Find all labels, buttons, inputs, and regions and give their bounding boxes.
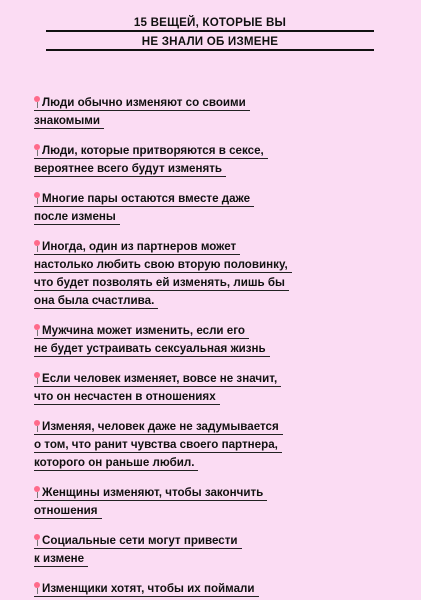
list-item xyxy=(34,419,364,471)
list-item xyxy=(34,371,364,405)
list-item-text: вероятнее всего будут изменять xyxy=(34,162,223,175)
list-item-line xyxy=(34,113,104,129)
list-item-line xyxy=(34,551,88,567)
list-item xyxy=(34,533,364,567)
list-item-line xyxy=(34,143,268,159)
list-item-line xyxy=(34,437,282,453)
list-item-line xyxy=(34,293,158,309)
list-item-text: Люди, которые притворяются в сексе, xyxy=(42,144,264,157)
list-item-text: она была счастлива. xyxy=(34,294,155,307)
list-item-line xyxy=(34,503,102,519)
list-item-text: не будет устраивать сексуальная жизнь xyxy=(34,342,266,355)
pushpin-icon xyxy=(34,192,40,204)
list-item-line xyxy=(34,323,249,339)
list-item-text: настолько любить свою вторую половинку, xyxy=(34,258,288,271)
list-item-line xyxy=(34,257,292,273)
pushpin-icon xyxy=(34,420,40,432)
list-item-text: Иногда, один из партнеров может xyxy=(42,240,237,253)
list-item-line xyxy=(34,191,254,207)
list-item-line xyxy=(34,275,289,291)
list-item xyxy=(34,95,364,129)
list-item xyxy=(34,143,364,177)
list-item-text: к измене xyxy=(34,552,85,565)
list-item-text: после измены xyxy=(34,210,116,223)
list-item-line xyxy=(34,95,250,111)
list-item-line xyxy=(34,419,283,435)
list-item-text: Изменщики хотят, чтобы их поймали xyxy=(42,582,255,595)
list-item-text: отношения xyxy=(34,504,98,517)
list-item xyxy=(34,323,364,357)
list-item-line xyxy=(34,161,226,177)
list-item xyxy=(34,191,364,225)
list-item-line xyxy=(34,371,281,387)
list-item xyxy=(34,485,364,519)
list-item-text: что будет позволять ей изменять, лишь бы xyxy=(34,276,285,289)
list-item-line xyxy=(34,533,242,549)
pushpin-icon xyxy=(34,486,40,498)
list-item-text: о том, что ранит чувства своего партнера, xyxy=(34,438,278,451)
list-item-line xyxy=(34,485,267,501)
list-item-line xyxy=(34,341,270,357)
pushpin-icon xyxy=(34,324,40,336)
list-item-line xyxy=(34,209,120,225)
list-item xyxy=(34,581,364,597)
list-item-text: Изменяя, человек даже не задумывается xyxy=(42,420,279,433)
title-line-1: 15 ВЕЩЕЙ, КОТОРЫЕ ВЫ xyxy=(46,15,374,32)
list-item xyxy=(34,239,364,309)
list-item-text: Люди обычно изменяют со своими xyxy=(42,96,246,109)
title-line-2: НЕ ЗНАЛИ ОБ ИЗМЕНЕ xyxy=(46,34,374,51)
list-item-text: Социальные сети могут привести xyxy=(42,534,238,547)
list-item-text: что он несчастен в отношениях xyxy=(34,390,216,403)
list-item-line xyxy=(34,239,240,255)
pushpin-icon xyxy=(34,96,40,108)
pushpin-icon xyxy=(34,582,40,594)
list-item-text: Если человек изменяет, вовсе не значит, xyxy=(42,372,278,385)
page-title xyxy=(40,15,380,53)
pushpin-icon xyxy=(34,144,40,156)
list-item-text: Мужчина может изменить, если его xyxy=(42,324,245,337)
list-item-line xyxy=(34,581,259,597)
list-item-text: Женщины изменяют, чтобы закончить xyxy=(42,486,264,499)
pushpin-icon xyxy=(34,534,40,546)
list-item-line xyxy=(34,389,220,405)
facts-list xyxy=(34,95,364,600)
pushpin-icon xyxy=(34,240,40,252)
list-item-text: знакомыми xyxy=(34,114,100,127)
pushpin-icon xyxy=(34,372,40,384)
list-item-text: которого он раньше любил. xyxy=(34,456,195,469)
list-item-text: Многие пары остаются вместе даже xyxy=(42,192,251,205)
list-item-line xyxy=(34,455,198,471)
